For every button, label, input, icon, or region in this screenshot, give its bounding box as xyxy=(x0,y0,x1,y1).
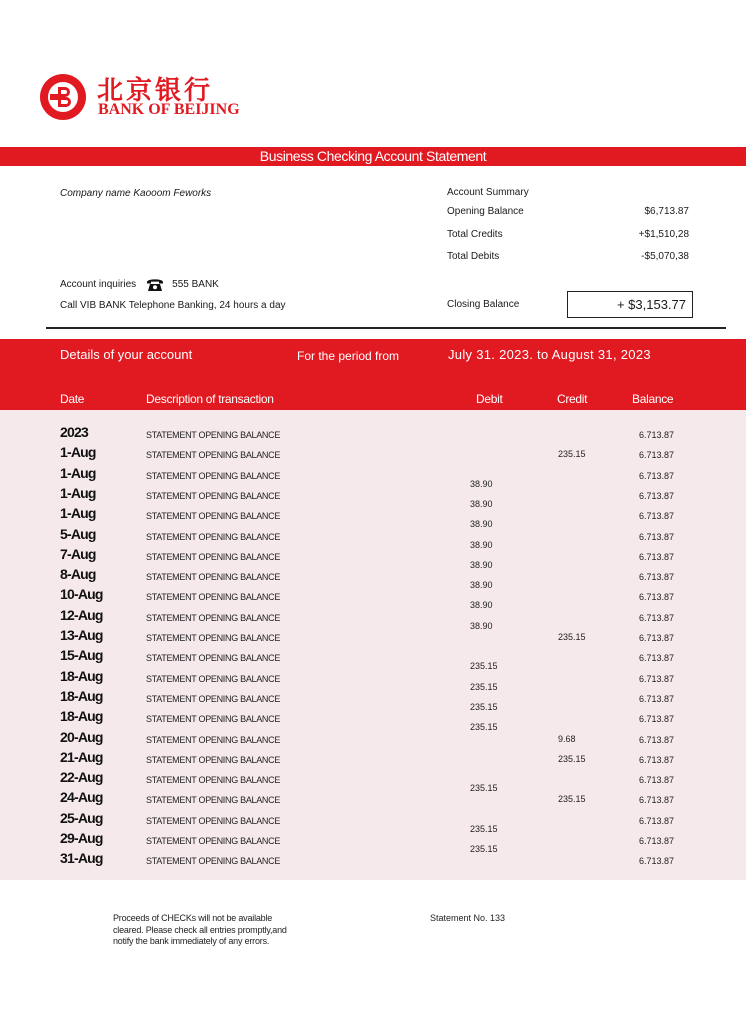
transaction-date: 22-Aug xyxy=(60,769,103,786)
transaction-balance: 6.713.87 xyxy=(639,856,675,867)
transaction-credit: 9.68 xyxy=(558,733,576,744)
inquiries-label: Account inquiries xyxy=(60,279,137,290)
total-debits-value: -$5,070,38 xyxy=(641,251,689,262)
transaction-balance: 6.713.87 xyxy=(639,714,675,725)
period-label: For the period from xyxy=(297,349,400,363)
column-header-description: Description of transaction xyxy=(146,392,274,406)
transaction-description: STATEMENT OPENING BALANCE xyxy=(146,450,281,461)
inquiries-phone: 555 BANK xyxy=(172,279,219,290)
transaction-description: STATEMENT OPENING BALANCE xyxy=(146,572,281,583)
transaction-balance: 6.713.87 xyxy=(639,572,675,583)
table-row xyxy=(0,830,746,854)
transaction-balance: 6.713.87 xyxy=(639,430,675,440)
transaction-date: 1-Aug xyxy=(60,464,96,481)
transaction-balance: 6.713.87 xyxy=(639,754,675,765)
table-row xyxy=(0,464,746,489)
transaction-debit: 38.90 xyxy=(470,620,493,631)
transaction-balance: 6.713.87 xyxy=(639,633,675,643)
transaction-date: 7-Aug xyxy=(60,545,96,562)
transaction-balance: 6.713.87 xyxy=(639,653,675,664)
table-row xyxy=(0,769,746,794)
transaction-description: STATEMENT OPENING BALANCE xyxy=(146,775,281,786)
transaction-date: 21-Aug xyxy=(60,748,103,765)
transaction-credit: 235.15 xyxy=(558,449,586,460)
period-value: July 31. 2023. to August 31, 2023 xyxy=(448,347,651,362)
transaction-debit: 38.90 xyxy=(470,498,493,509)
transaction-description: STATEMENT OPENING BALANCE xyxy=(146,856,281,867)
table-row xyxy=(0,505,746,530)
closing-balance-value: + $3,153.77 xyxy=(616,297,686,312)
transactions-table xyxy=(0,410,746,880)
table-row xyxy=(0,627,746,647)
transaction-date: 29-Aug xyxy=(60,830,103,846)
transaction-balance: 6.713.87 xyxy=(639,450,675,461)
footer-note xyxy=(113,913,343,948)
transaction-description: STATEMENT OPENING BALANCE xyxy=(146,673,281,684)
column-header-balance: Balance xyxy=(632,392,674,406)
transaction-debit: 38.90 xyxy=(470,580,493,591)
statement-title: Business Checking Account Statement xyxy=(259,148,487,164)
divider xyxy=(46,327,726,329)
transaction-description: STATEMENT OPENING BALANCE xyxy=(146,815,281,826)
opening-balance-value: $6,713.87 xyxy=(644,206,689,217)
table-row xyxy=(0,708,746,733)
column-header-debit: Debit xyxy=(476,392,503,406)
transaction-debit: 38.90 xyxy=(470,559,493,570)
table-row xyxy=(0,687,746,712)
transaction-debit: 235.15 xyxy=(470,701,498,712)
total-credits-value: +$1,510,28 xyxy=(638,229,689,240)
transaction-description: STATEMENT OPENING BALANCE xyxy=(146,734,281,745)
telephone-icon xyxy=(146,277,164,292)
table-row xyxy=(0,525,746,550)
transaction-date: 25-Aug xyxy=(60,809,103,826)
transaction-debit: 235.15 xyxy=(470,661,498,672)
table-row xyxy=(0,424,746,444)
transaction-date: 24-Aug xyxy=(60,789,103,806)
table-row xyxy=(0,729,746,749)
transaction-description: STATEMENT OPENING BALANCE xyxy=(146,693,281,704)
transaction-description: STATEMENT OPENING BALANCE xyxy=(146,531,281,542)
footer-note-line: notify the bank immediately of any errors. xyxy=(113,936,270,946)
transaction-balance: 6.713.87 xyxy=(639,612,675,623)
company-name: Company name Kaooom Feworks xyxy=(60,188,212,199)
transaction-description: STATEMENT OPENING BALANCE xyxy=(146,714,281,725)
table-row xyxy=(0,667,746,692)
transaction-balance: 6.713.87 xyxy=(639,531,675,542)
transaction-credit: 235.15 xyxy=(558,632,586,642)
transaction-date: 5-Aug xyxy=(60,525,96,542)
statement-number: Statement No. 133 xyxy=(430,913,506,923)
opening-balance-label: Opening Balance xyxy=(447,206,524,217)
footer-note-line: Proceeds of CHECKs will not be available xyxy=(113,913,273,923)
transaction-description: STATEMENT OPENING BALANCE xyxy=(146,795,281,806)
table-row xyxy=(0,647,746,672)
details-header xyxy=(0,339,746,410)
table-row xyxy=(0,850,746,870)
transaction-description: STATEMENT OPENING BALANCE xyxy=(146,551,281,562)
transaction-balance: 6.713.87 xyxy=(639,511,675,522)
transaction-debit: 235.15 xyxy=(470,783,498,794)
transaction-balance: 6.713.87 xyxy=(639,693,675,704)
transaction-description: STATEMENT OPENING BALANCE xyxy=(146,612,281,623)
transaction-description: STATEMENT OPENING BALANCE xyxy=(146,511,281,522)
bank-logo xyxy=(40,72,250,122)
transaction-balance: 6.713.87 xyxy=(639,490,675,501)
transaction-balance: 6.713.87 xyxy=(639,734,675,745)
transaction-balance: 6.713.87 xyxy=(639,673,675,684)
transaction-balance: 6.713.87 xyxy=(639,815,675,826)
table-row xyxy=(0,789,746,809)
table-row xyxy=(0,749,746,769)
transaction-credit: 235.15 xyxy=(558,753,586,764)
transaction-balance: 6.713.87 xyxy=(639,795,675,806)
transaction-date: 18-Aug xyxy=(60,687,103,704)
transaction-balance: 6.713.87 xyxy=(639,775,675,786)
transaction-balance: 6.713.87 xyxy=(639,470,675,481)
column-header-date: Date xyxy=(60,392,85,406)
transaction-date: 1-Aug xyxy=(60,505,96,522)
transaction-description: STATEMENT OPENING BALANCE xyxy=(146,490,281,501)
closing-balance-box xyxy=(567,291,693,318)
transaction-credit: 235.15 xyxy=(558,794,586,805)
transaction-balance: 6.713.87 xyxy=(639,592,675,603)
table-row xyxy=(0,586,746,611)
transaction-balance: 6.713.87 xyxy=(639,836,675,846)
details-title: Details of your account xyxy=(60,347,193,362)
transaction-date: 10-Aug xyxy=(60,586,103,603)
transaction-date: 1-Aug xyxy=(60,484,96,501)
transaction-description: STATEMENT OPENING BALANCE xyxy=(146,653,281,664)
transaction-description: STATEMENT OPENING BALANCE xyxy=(146,470,281,481)
account-inquiries xyxy=(60,277,219,292)
table-row xyxy=(0,566,746,591)
bank-logo-icon xyxy=(40,74,86,120)
bank-name-english: BANK OF BEIJING xyxy=(98,101,240,118)
transaction-description: STATEMENT OPENING BALANCE xyxy=(146,836,281,846)
transaction-debit: 38.90 xyxy=(470,600,493,611)
table-row xyxy=(0,809,746,834)
transaction-debit: 38.90 xyxy=(470,478,493,489)
transaction-debit: 235.15 xyxy=(470,844,498,854)
total-credits-label: Total Credits xyxy=(447,229,503,240)
transaction-balance: 6.713.87 xyxy=(639,551,675,562)
transaction-date: 8-Aug xyxy=(60,566,96,583)
transaction-description: STATEMENT OPENING BALANCE xyxy=(146,592,281,603)
transaction-debit: 235.15 xyxy=(470,722,498,733)
table-row xyxy=(0,545,746,570)
table-row xyxy=(0,606,746,631)
transaction-date: 31-Aug xyxy=(60,850,103,867)
bank-name-chinese: 北京银行 xyxy=(97,76,214,106)
transaction-date: 15-Aug xyxy=(60,647,103,664)
column-header-credit: Credit xyxy=(557,392,588,406)
statement-title-bar xyxy=(0,147,746,166)
transaction-date: 12-Aug xyxy=(60,606,103,623)
transaction-date: 18-Aug xyxy=(60,708,103,725)
transaction-debit: 38.90 xyxy=(470,539,493,550)
total-debits-label: Total Debits xyxy=(447,251,500,262)
transaction-description: STATEMENT OPENING BALANCE xyxy=(146,430,281,440)
transaction-date: 13-Aug xyxy=(60,627,103,643)
transaction-debit: 235.15 xyxy=(470,681,498,692)
transaction-date: 1-Aug xyxy=(60,444,96,461)
footer-note-line: cleared. Please check all entries promptly,and xyxy=(113,924,287,935)
table-row xyxy=(0,444,746,464)
transaction-description: STATEMENT OPENING BALANCE xyxy=(146,754,281,765)
transaction-date: 2023 xyxy=(60,424,88,440)
transaction-date: 20-Aug xyxy=(60,728,103,745)
table-row xyxy=(0,484,746,509)
account-summary-title: Account Summary xyxy=(447,187,529,198)
transaction-date: 18-Aug xyxy=(60,667,103,684)
closing-balance-label: Closing Balance xyxy=(447,299,520,310)
transaction-debit: 38.90 xyxy=(470,519,493,530)
telephone-banking-note: Call VIB BANK Telephone Banking, 24 hours a day xyxy=(60,300,286,311)
transaction-description: STATEMENT OPENING BALANCE xyxy=(146,633,281,643)
transaction-debit: 235.15 xyxy=(470,823,498,834)
